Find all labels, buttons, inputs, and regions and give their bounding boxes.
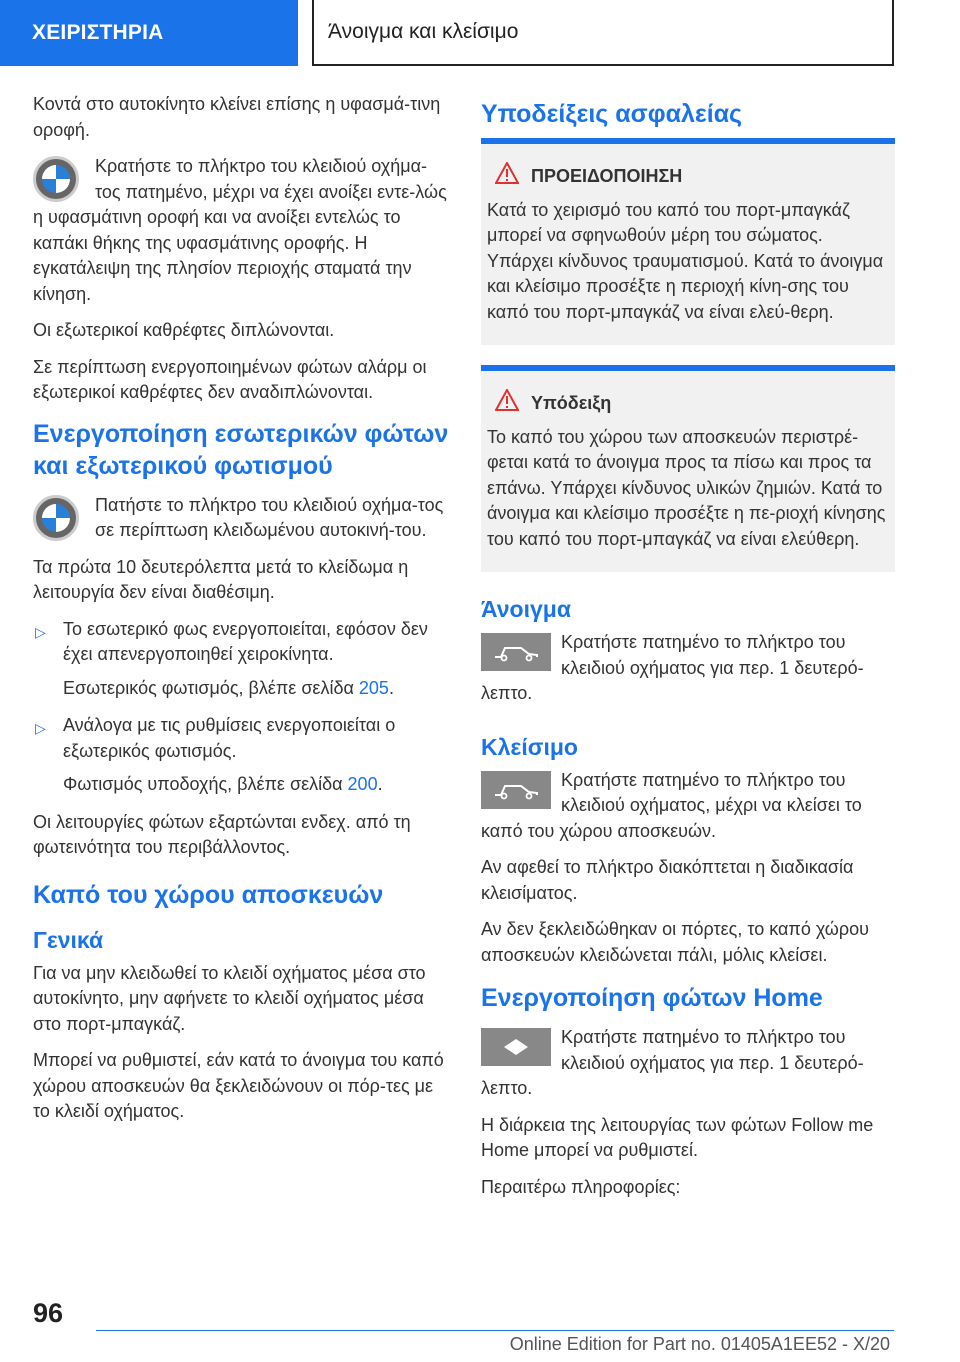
paragraph: Κρατήστε πατημένο το πλήκτρο του κλειδιού οχήματος, μέχρι να κλείσει το καπό του χώρου αποσκευών. — [481, 769, 862, 841]
bmw-key-icon — [33, 495, 79, 541]
paragraph: Αν δεν ξεκλειδώθηκαν οι πόρτες, το καπό χώρου αποσκευών κλειδώνεται πάλι, μόλις κλείσει. — [481, 919, 869, 965]
warning-title: ΠΡΟΕΙΔΟΠΟΙΗΣΗ — [531, 166, 683, 186]
right-column — [481, 92, 895, 1211]
paragraph: Πατήστε το πλήκτρο του κλειδιού οχήμα-τος σε περίπτωση κλειδωμένου αυτοκινή-του. — [95, 494, 444, 540]
section-tab-label: ΧΕΙΡΙΣΤΗΡΙΑ — [32, 21, 164, 44]
heading-safety: Υποδείξεις ασφαλείας — [481, 100, 743, 128]
left-column — [33, 92, 451, 1136]
paragraph: Περαιτέρω πληροφορίες: — [481, 1176, 681, 1197]
paragraph: Οι εξωτερικοί καθρέφτες διπλώνονται. — [33, 320, 335, 340]
note-header — [487, 389, 887, 419]
note-box — [481, 371, 895, 572]
open-instruction — [481, 630, 895, 718]
heading-close: Κλείσιμο — [481, 733, 578, 760]
heading-general: Γενικά — [33, 926, 104, 953]
warning-text: Κατά το χειρισμό του καπό του πορτ-μπαγκάζ μπορεί να σφηνωθούν μέρη του σώματος. Υπάρχει κίνδυνος τραυματισμού. Κατά το άνοιγμα και κλείσιμο προσέξτε η περιοχή κίνη-σης του καπό του πορτ-μπαγκάζ να είναι ελεύ-θερη. — [487, 199, 884, 322]
heading-lights: Ενεργοποίηση εσωτερικών φώτων και εξωτερικού φωτισμού — [33, 419, 449, 480]
warning-box — [481, 144, 895, 345]
heading-home: Ενεργοποίηση φώτων Home — [481, 984, 823, 1012]
list-item-text: Το εσωτερικό φως ενεργοποιείται, εφόσον δεν έχει απενεργοποιηθεί χειροκίνητα. — [63, 618, 428, 664]
page-reference: Εσωτερικός φωτισμός, βλέπε σελίδα 205. — [63, 677, 394, 698]
heading-open: Άνοιγμα — [481, 596, 571, 622]
reference-text: Εσωτερικός φωτισμός, βλέπε σελίδα — [63, 677, 354, 698]
paragraph: Κρατήστε πατημένο το πλήκτρο του κλειδιού οχήματος για περ. 1 δευτερό-λεπτο. — [481, 632, 864, 703]
paragraph: Τα πρώτα 10 δευτερόλεπτα μετά το κλείδωμα η λειτουργία δεν είναι διαθέσιμη. — [33, 556, 409, 602]
note-text: Το καπό του χώρου των αποσκευών περιστρέ-φεται κατά το άνοιγμα προς τα πίσω και προς τα επάνω. Υπάρχει κίνδυνος υλικών ζημιών. Κατά το άνοιγμα και κλείσιμο προσέξτε η πε-ριοχή κίνησης του καπό του πορτ-μπαγκάζ να είναι ελεύθερη. — [487, 426, 886, 549]
paragraph: Κοντά στο αυτοκίνητο κλείνει επίσης η υφασμά-τινη οροφή. — [33, 94, 441, 140]
paragraph: Μπορεί να ρυθμιστεί, εάν κατά το άνοιγμα του καπό χώρου αποσκευών θα ξεκλειδώνουν οι πόρ-τες με το κλειδί οχήματος. — [33, 1050, 444, 1121]
paragraph: Σε περίπτωση ενεργοποιημένων φώτων αλάρμ οι εξωτερικοί καθρέφτες δεν αναδιπλώνονται. — [33, 356, 427, 402]
footer-edition: Online Edition for Part no. 01405A1EE52 - X/20 — [509, 1334, 890, 1354]
paragraph: Κρατήστε πατημένο το πλήκτρο του κλειδιού οχήματος για περ. 1 δευτερό-λεπτο. — [481, 1027, 864, 1098]
home-button-icon — [481, 1028, 551, 1066]
key-instruction — [33, 493, 451, 555]
footer-divider — [96, 1330, 894, 1331]
page-header-title — [312, 0, 894, 66]
section-tab — [0, 0, 298, 66]
home-instruction — [481, 1025, 895, 1113]
triangle-bullet-icon: ▷ — [35, 623, 46, 640]
reference-text: Φωτισμός υποδοχής, βλέπε σελίδα — [63, 774, 343, 794]
note-title: Υπόδειξη — [531, 393, 612, 413]
bmw-key-icon — [33, 156, 79, 202]
key-instruction — [33, 154, 451, 318]
page-link[interactable]: 200 — [347, 774, 378, 794]
heading-trunk: Καπό του χώρου αποσκευών — [33, 880, 384, 909]
close-instruction — [481, 768, 895, 856]
warning-triangle-icon — [495, 389, 519, 419]
page-reference: Φωτισμός υποδοχής, βλέπε σελίδα 200. — [63, 774, 383, 794]
paragraph: Κρατήστε το πλήκτρο του κλειδιού οχήμα-τος πατημένο, μέχρι να έχει ανοίξει εντε-λώς η υφασμάτινη οροφή και να ανοίξει εντελώς το καπάκι θήκης της υφασμάτινης οροφής. Η εγκατάλειψη της πλησίον περιοχής σταματά την κίνηση. — [33, 156, 447, 304]
list-item-text: Ανάλογα με τις ρυθμίσεις ενεργοποιείται ο εξωτερικός φωτισμός. — [63, 715, 396, 761]
paragraph: Αν αφεθεί το πλήκτρο διακόπτεται η διαδικασία κλεισίματος. — [481, 857, 854, 903]
page-link[interactable]: 205 — [358, 677, 389, 698]
paragraph: Η διάρκεια της λειτουργίας των φώτων Follow me Home μπορεί να ρυθμιστεί. — [481, 1114, 874, 1160]
trunk-button-icon — [481, 771, 551, 809]
page-number: 96 — [33, 1298, 64, 1328]
paragraph: Οι λειτουργίες φώτων εξαρτώνται ενδεχ. από τη φωτεινότητα του περιβάλλοντος. — [33, 811, 411, 857]
header-title-text: Άνοιγμα και κλείσιμο — [328, 20, 519, 43]
paragraph: Για να μην κλειδωθεί το κλειδί οχήματος μέσα στο αυτοκίνητο, μην αφήνετε το κλειδί οχήματος μέσα στο πορτ-μπαγκάζ. — [33, 962, 426, 1034]
warning-header — [487, 162, 887, 192]
trunk-button-icon — [481, 633, 551, 671]
triangle-bullet-icon: ▷ — [35, 720, 46, 736]
list-item — [33, 617, 451, 668]
warning-triangle-icon — [495, 162, 519, 192]
list-item — [33, 713, 451, 764]
